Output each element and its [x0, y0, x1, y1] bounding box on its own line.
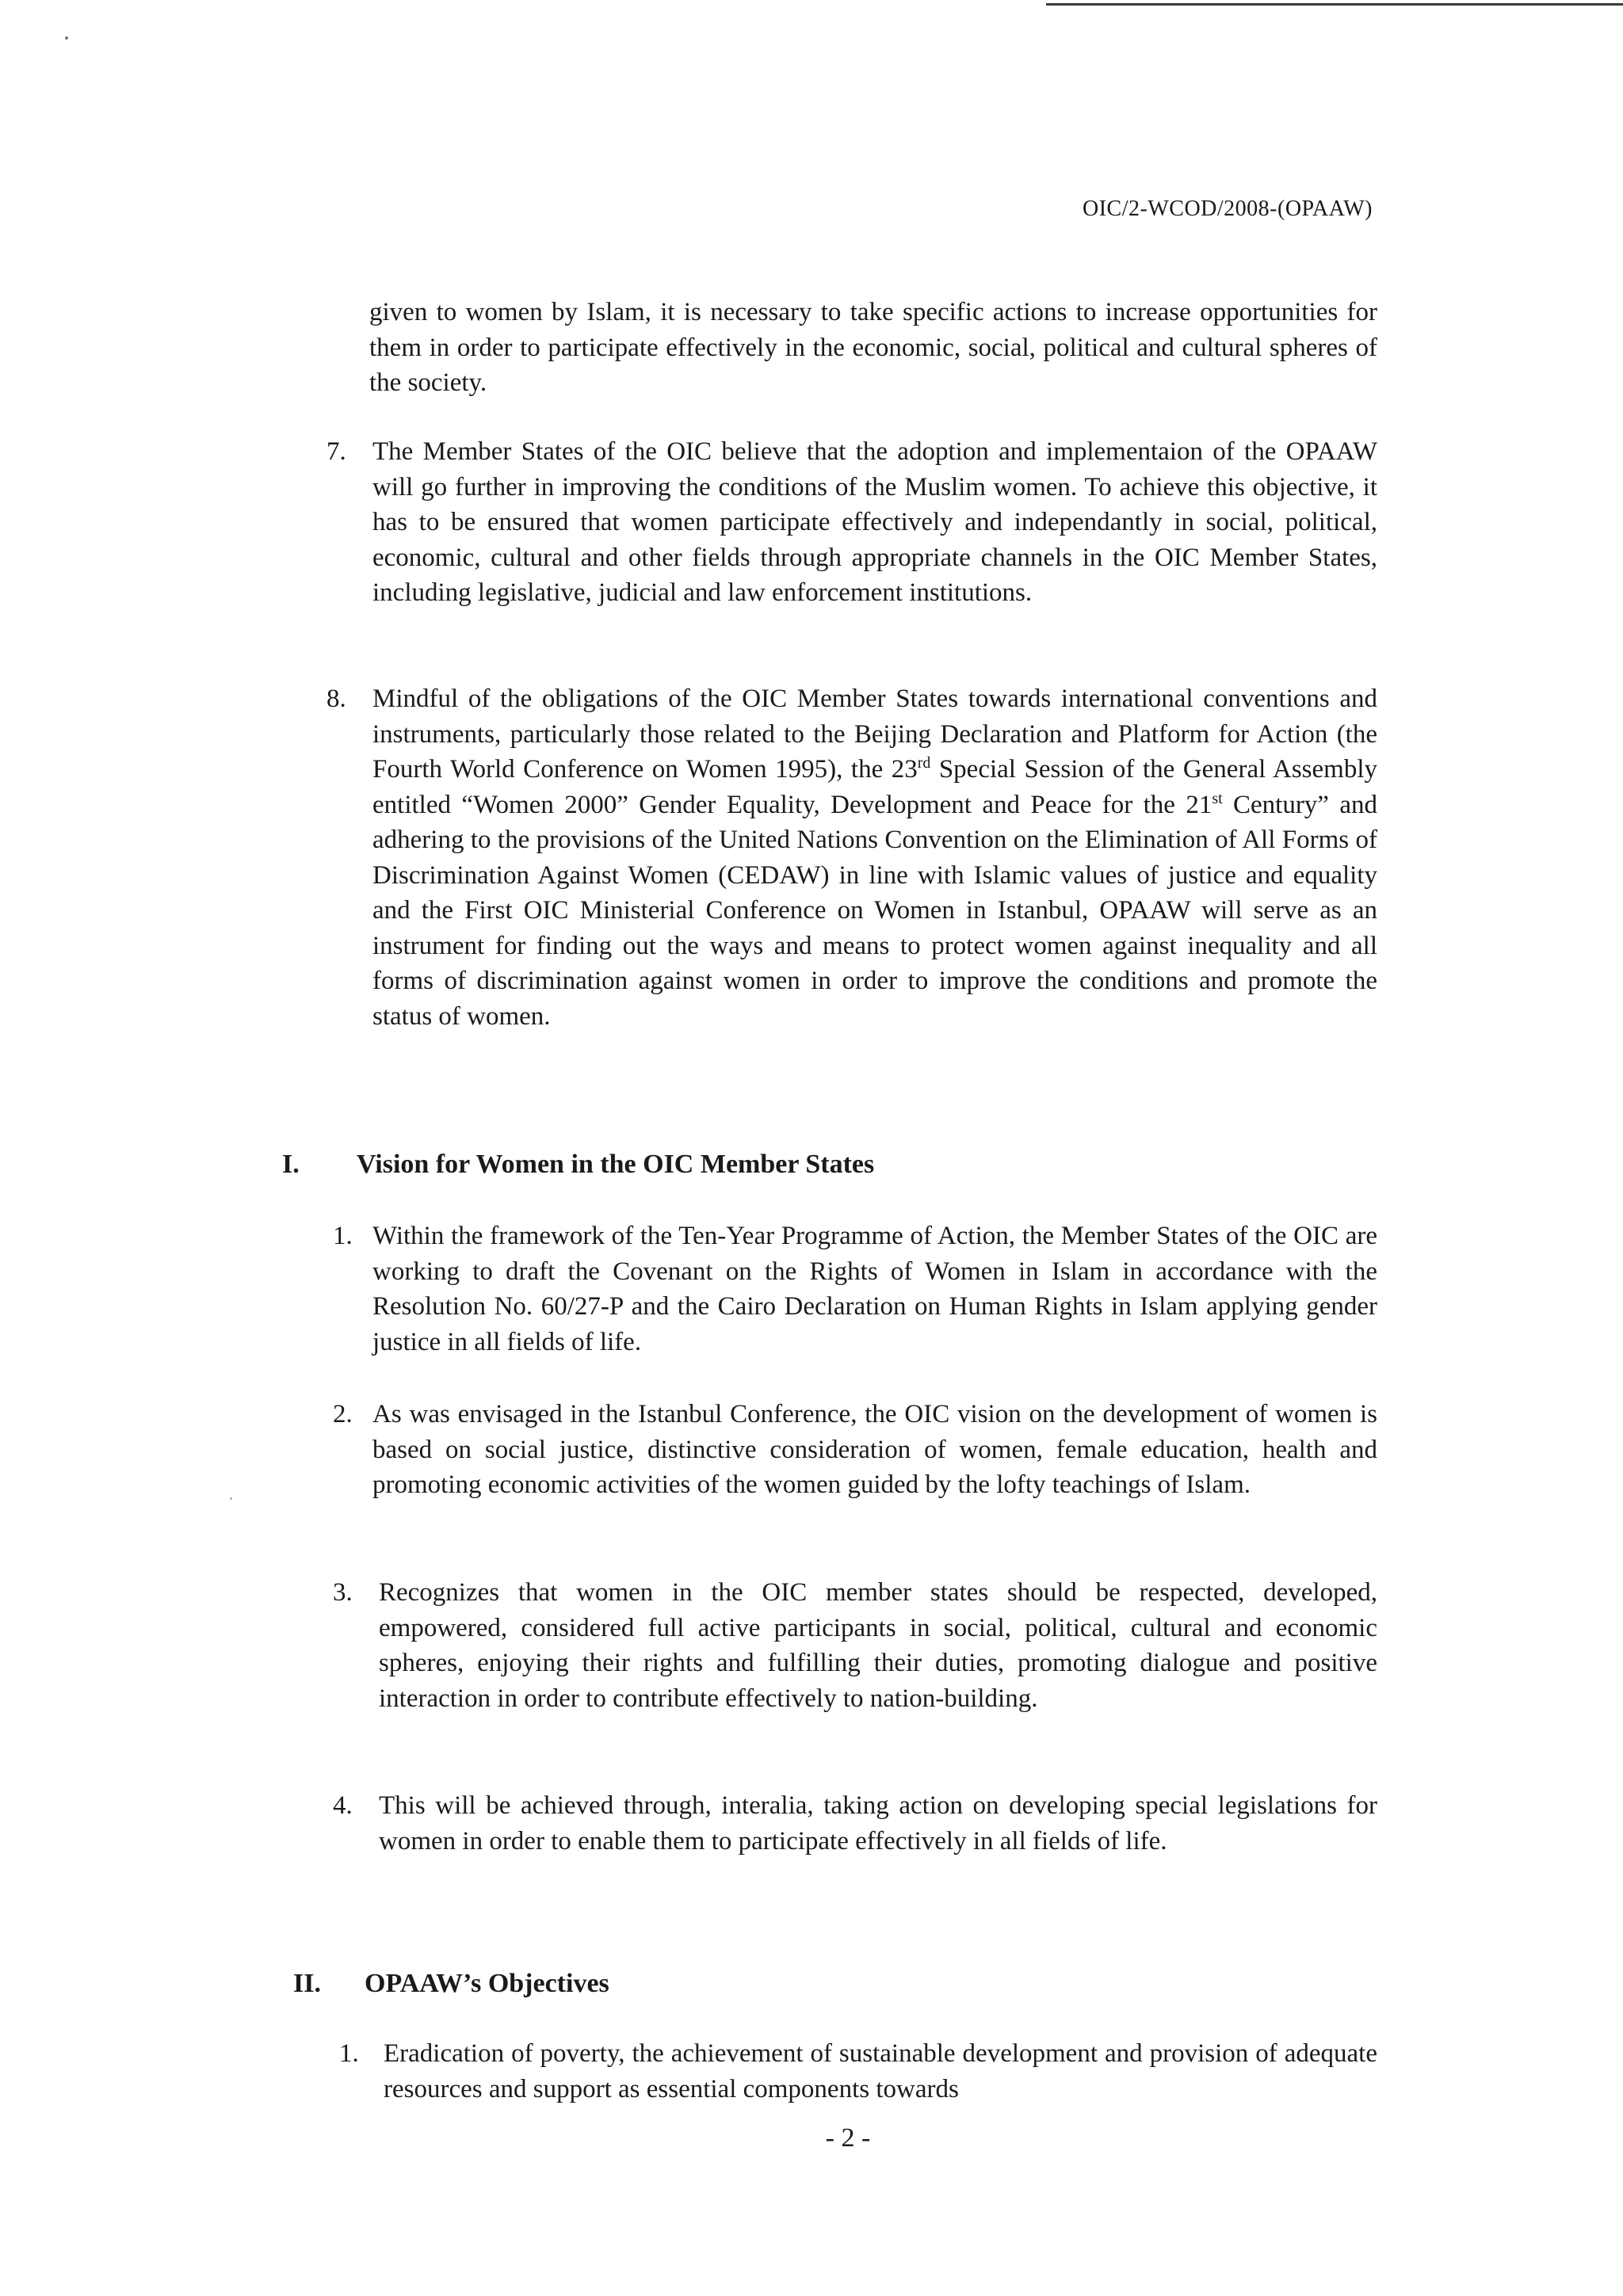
list-item-number: 1.: [339, 2039, 359, 2068]
paragraph-8-text-part: Special Session of the General Assembly entitled “Women 2000” Gender Equality, Development and Peace for the 21: [372, 755, 1377, 819]
section-heading: [282, 1147, 1392, 1182]
paragraph-7: The Member States of the OIC believe that the adoption and implementaion of the OPAAW will go further in improving the conditions of the Muslim women. To achieve this objective, it has to be ensured that women participate effectively and independantly in social, political, economic, cultural and other fields through appropriate channels in the OIC Member States, including legislative, judicial and law enforcement institutions.: [372, 437, 1377, 607]
section-roman-numeral: I.: [282, 1150, 300, 1179]
section-heading: [293, 1966, 1403, 2001]
paragraph-8-text-part: Century” and adhering to the provisions of the United Nations Convention on the Elimination of All Forms of Discrimination Against Women (CEDAW) in line with Islamic values of justice and equality and the First OIC Ministerial Conference on Women in Istanbul, OPAAW will serve as an instrument for finding out the ways and means to protect women against inequality and all forms of discrimination against women in order to improve the conditions and promote the status of women.: [372, 790, 1378, 1031]
scan-speck: [65, 36, 68, 40]
section-title: OPAAW’s Objectives: [365, 1969, 609, 1998]
paragraph-8-text-part: Mindful of the obligations of the OIC Member States towards international conventions and instruments, particularly those related to the Beijing Declaration and Platform for Action (the Fourth World Conference on Women 1995), the 23: [372, 685, 1377, 784]
scan-speck: [230, 1497, 232, 1500]
list-item: Eradication of poverty, the achievement of sustainable development and provision of adequate resources and support as essential components towards: [384, 2039, 1377, 2103]
list-item-number: 1.: [333, 1222, 353, 1250]
paragraph-number: 7.: [327, 437, 346, 466]
superscript-ordinal: rd: [917, 754, 931, 772]
paragraph-number: 8.: [327, 685, 346, 713]
top-scan-rule: [1046, 3, 1623, 6]
list-item-number: 4.: [333, 1791, 353, 1820]
intro-continuation-paragraph: given to women by Islam, it is necessary to take specific actions to increase opportunities for them in order to participate effectively in the economic, social, political and cultural spheres of the society.: [369, 298, 1377, 397]
section-roman-numeral: II.: [293, 1969, 321, 1998]
list-item: This will be achieved through, interalia, taking action on developing special legislations for women in order to enable them to participate effectively in all fields of life.: [379, 1791, 1377, 1855]
list-item-number: 2.: [333, 1400, 353, 1428]
page-number: - 2 -: [825, 2123, 871, 2153]
list-item-number: 3.: [333, 1578, 353, 1607]
list-item: As was envisaged in the Istanbul Conference, the OIC vision on the development of women is based on social justice, distinctive consideration of women, female education, health and promoting economic activities of the women guided by the lofty teachings of Islam.: [372, 1400, 1377, 1499]
list-item: Recognizes that women in the OIC member states should be respected, developed, empowered, considered full active participants in social, political, cultural and economic spheres, enjoying their rights and fulfilling their duties, promoting dialogue and positive interaction in order to contribute effectively to nation-building.: [379, 1578, 1377, 1713]
list-item: Within the framework of the Ten-Year Programme of Action, the Member States of the OIC are working to draft the Covenant on the Rights of Women in Islam in accordance with the Resolution No. 60/27-P and the Cairo Declaration on Human Rights in Islam applying gender justice in all fields of life.: [372, 1222, 1377, 1356]
section-title: Vision for Women in the OIC Member States: [357, 1150, 875, 1179]
document-reference: OIC/2-WCOD/2008-(OPAAW): [1083, 196, 1373, 221]
superscript-ordinal: st: [1212, 789, 1223, 807]
paragraph-8: [372, 681, 1377, 1034]
